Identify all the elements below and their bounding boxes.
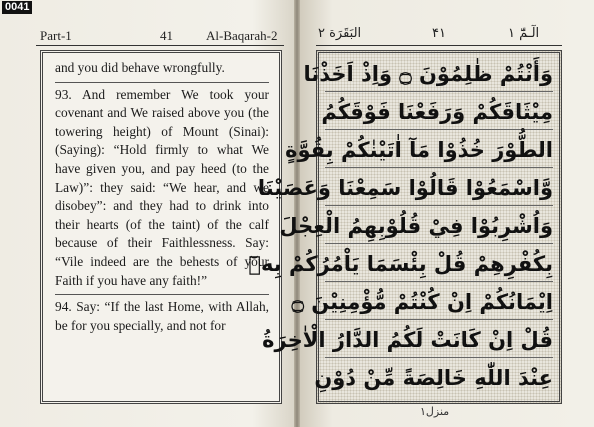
surah-label: Al-Baqarah-2 <box>206 28 278 43</box>
page-number: 41 <box>160 28 173 43</box>
line-wrongfully: and you did behave wrongfully. <box>55 60 225 75</box>
arabic-page-number: ۴۱ <box>432 26 446 41</box>
arabic-header-rule <box>316 45 562 46</box>
part-label: Part-1 <box>40 28 72 43</box>
arabic-line-3: الطُّوْرَ خُذُوْا مَآ اٰتَيْنٰكُمْ بِقُوَّةٍ <box>325 133 553 168</box>
arabic-line-2: مِيْثَاقَكُمْ وَرَفَعْنَا فَوْقَكُمُ <box>325 95 553 130</box>
arabic-line-4: وَّاسْمَعُوْا قَالُوْا سَمِعْنَا وَعَصَيْنَا <box>325 171 553 206</box>
page-number-label: 0041 <box>2 1 32 14</box>
separator-rule <box>55 294 269 295</box>
english-text <box>55 59 269 335</box>
verse-93: 93. And remember We took your covenant and We raised above you (the towering height) of Mount (Sinai): (Saying): “Hold firmly to what We have given you, and pay heed (to the Law)”: they said: “We hear, and we disobey”: and they had to drink into their hearts (of the taint) of the calf because of their Faithlessness. Say: “Vile indeed are the behests of your Faith if you have any faith!” <box>55 86 269 288</box>
manzil-footer: منزل۱ <box>420 405 450 418</box>
header-rule <box>36 45 284 46</box>
separator-rule <box>55 82 269 83</box>
arabic-line-8: قُلْ اِنْ كَانَتْ لَكُمُ الدَّارُ الْاٰخِرَةُ <box>325 323 553 358</box>
arabic-line-5: وَاُشْرِبُوْا فِيْ قُلُوْبِهِمُ الْعِجْلَ <box>325 209 553 244</box>
arabic-line-9: عِنْدَ اللّٰهِ خَالِصَةً مِّنْ دُوْنِ <box>314 366 553 390</box>
arabic-line-7: اِيْمَانُكُمْ اِنْ كُنْتُمْ مُّؤْمِنِيْنَ ۝ <box>325 285 553 320</box>
verse-94: 94. Say: “If the last Home, with Allah, be for you specially, and not for <box>55 299 269 333</box>
arabic-line-6: بِكُفْرِهِمْ قُلْ بِئْسَمَا يَاْمُرُكُمْ بِهٖٓ <box>325 247 553 282</box>
arabic-surah-label: البَقَرَة ۲ <box>318 26 362 41</box>
arabic-text-frame <box>248 50 562 404</box>
arabic-line-1: وَأَنْتُمْ ظٰلِمُوْنَ ۝ وَاِذْ اَخَذْنَا <box>325 57 553 92</box>
arabic-part-label: الٓـمّٓ ۱ <box>508 26 540 41</box>
english-text-frame <box>40 50 282 404</box>
